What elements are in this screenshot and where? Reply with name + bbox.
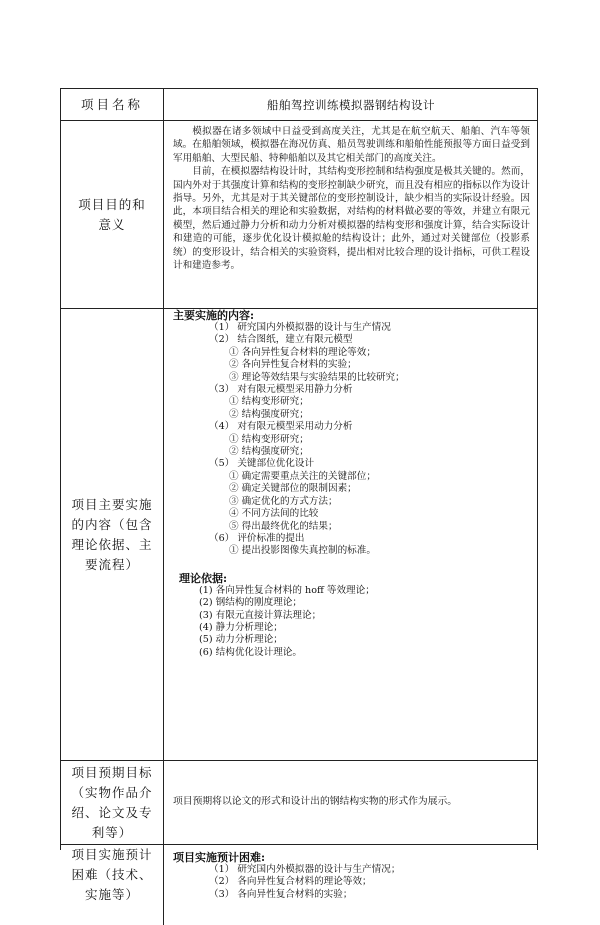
difficulties-content <box>165 845 537 925</box>
difficulty-item: （2） 各向异性复合材料的理论等效； <box>209 876 372 888</box>
difficulties-label: 项目实施预计困难（技术、实施等） <box>71 847 153 902</box>
implementation-item: ⑤ 得出最终优化的结果； <box>229 520 338 532</box>
implementation-item: ③ 理论等效结果与实验结果的比较研究； <box>229 371 405 383</box>
implementation-item: ① 确定需要重点关注的关键部位； <box>229 470 376 482</box>
row-project-name <box>61 89 537 121</box>
implementation-item: ② 结构强度研究； <box>229 408 309 420</box>
theory-item: (6) 结构优化设计理论。 <box>199 646 302 658</box>
implementation-item: （1） 研究国内外模拟器的设计与生产情况 <box>209 322 391 333</box>
theory-item: (2) 钢结构的刚度理论； <box>199 597 302 609</box>
implementation-items <box>173 322 537 558</box>
project-name-label: 项目名称 <box>80 96 143 112</box>
implementation-item: ① 结构变形研究； <box>229 433 309 445</box>
implementation-item: （4） 对有限元模型采用动力分析 <box>209 421 353 433</box>
implementation-item: ① 各向异性复合材料的理论等效； <box>229 346 376 358</box>
project-table <box>60 88 538 902</box>
main-content-label: 项目主要实施的内容（包含理论依据、主要流程） <box>71 496 153 572</box>
row-main-content <box>61 309 537 761</box>
expected-goal-content <box>165 761 537 844</box>
main-content-body <box>165 309 537 760</box>
theory-item: (4) 静力分析理论； <box>199 621 283 633</box>
implementation-item: ① 结构变形研究； <box>229 396 309 408</box>
project-purpose-label: 项目目的和意义 <box>78 196 146 232</box>
row-expected-goal <box>61 761 537 845</box>
implementation-item: ① 提出投影图像失真控制的标准。 <box>229 545 376 557</box>
expected-goal-label: 项目预期目标（实物作品介绍、论文及专利等） <box>71 764 153 840</box>
implementation-item: ② 各向异性复合材料的实验； <box>229 359 357 371</box>
implementation-item: ④ 不同方法间的比较 <box>229 508 319 520</box>
implementation-item: ② 确定关键部位的限制因素； <box>229 483 357 495</box>
purpose-paragraph-2: 目前，在模拟器结构设计时，其结构变形控制和结构强度是极其关键的。然而，国内外对于其强度计算和结构的变形控制缺少研究，而且没有相应的指标以作为设计指导。另外，尤其是对于其关键部位的变形控制设计，缺少相当的实际设计经验。因此，本项目结合相关的理论和实验数据，对结构的材料做必要的等效，并建立有限元模型，然后通过静力分析和动力分析对模拟器的结构变形和强度计算，结合实际设计和建造的可能，逐步优化设计模拟舱的结构设计；此外，通过对关键部位（投影系统）的变形设计，结合相关的实验资料，提出相对比较合理的设计指标，可供工程设计和建造参考。 <box>173 166 530 272</box>
theory-item: (5) 动力分析理论； <box>199 634 283 646</box>
implementation-item: （5） 关键部位优化设计 <box>209 458 315 470</box>
implementation-item: （6） 评价标准的提出 <box>209 532 305 544</box>
implementation-item: ③ 确定优化的方式方法； <box>229 495 338 507</box>
row-project-purpose <box>61 121 537 309</box>
project-name-value: 船舶驾控训练模拟器钢结构设计 <box>267 97 435 112</box>
project-purpose-content <box>165 121 537 308</box>
implementation-item: ② 结构强度研究； <box>229 446 309 458</box>
implementation-item: （3） 对有限元模型采用静力分析 <box>209 384 353 396</box>
purpose-paragraph-1: 模拟器在诸多领域中日益受到高度关注，尤其是在航空航天、船舶、汽车等领域。在船舶领域，模拟器在海况仿真、船员驾驶训练和船舶性能预报等方面日益受到军用船舶、大型民船、特种船舶以及其它相关部门的高度关注。 <box>173 126 530 164</box>
implementation-item: （2） 结合图纸，建立有限元模型 <box>209 334 353 346</box>
theory-item: (1) 各向异性复合材料的 hoff 等效理论； <box>199 584 375 596</box>
theory-item: (3) 有限元直接计算法理论； <box>199 609 322 621</box>
difficulty-item: （1） 研究国内外模拟器的设计与生产情况； <box>209 864 401 875</box>
difficulty-items <box>173 864 537 901</box>
difficulty-item: （3） 各向异性复合材料的实验； <box>209 888 353 900</box>
theory-heading: 理论依据: <box>179 571 228 585</box>
main-content-heading: 主要实施的内容: <box>173 309 255 322</box>
row-difficulties <box>61 845 537 925</box>
expected-goal-value: 项目预期将以论文的形式和设计出的钢结构实物的形式作为展示。 <box>173 796 458 808</box>
difficulties-heading: 项目实施预计困难: <box>173 851 266 864</box>
theory-items <box>173 585 537 659</box>
